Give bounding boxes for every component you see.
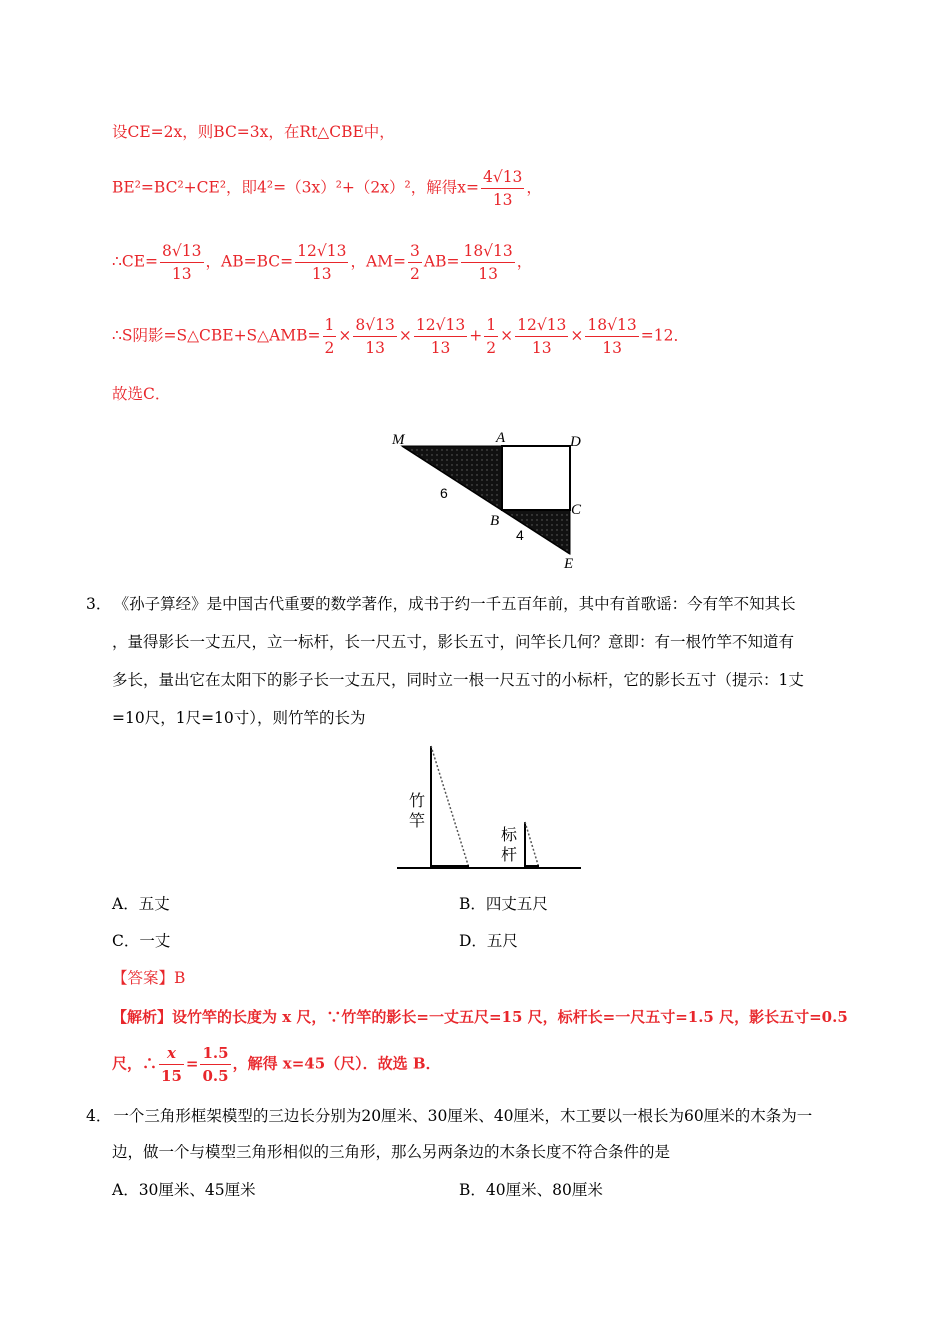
- label-A: A: [496, 430, 506, 446]
- analysis-label: 【解析】: [112, 1008, 173, 1026]
- q3-answer: 【答案】B: [112, 969, 186, 987]
- square-abcd: [502, 446, 570, 510]
- label-stick-1: 标: [501, 825, 518, 844]
- shadow-figure-bamboo-pole: [395, 740, 585, 875]
- q4-number: 4．: [86, 1107, 112, 1125]
- q3-option-d[interactable]: D．五尺: [459, 932, 518, 950]
- geometry-figure-square-triangles: [390, 428, 600, 573]
- fraction-ce: $\frac{8√13}{13}$: [162, 242, 202, 283]
- fraction-half-1: $\frac{1}{2}$: [324, 316, 335, 357]
- q3-analysis-line-1: 【解析】设竹竿的长度为 x 尺，∵竹竿的影长=一丈五尺=15 尺，标杆长=一尺五寸=1.5 尺，影长五寸=0.5: [112, 1008, 848, 1026]
- fraction-x-over-15: $\frac{x}{15}$: [161, 1044, 182, 1085]
- label-C: C: [571, 502, 582, 518]
- q3-number: 3．: [86, 595, 112, 613]
- solution-line-2-text: BE²=BC²+CE²，即4²=（3x）²+（2x）²，解得x=: [112, 178, 479, 197]
- solution-line-1: 设CE=2x，则BC=3x，在Rt△CBE中，: [112, 123, 395, 141]
- length-be: 4: [516, 527, 524, 543]
- fraction-am: $\frac{18√13}{13}$: [463, 242, 513, 283]
- label-D: D: [570, 434, 581, 450]
- q3-analysis-line-2: 尺，∴ $\frac{x}{15}$ = $\frac{1.5}{0.5}$ ，解得 x=45（尺）．故选 B．: [112, 1044, 441, 1085]
- fraction-bc-2: $\frac{12√13}{13}$: [415, 316, 466, 357]
- solution-line-4: ∴S阴影=S△CBE+S△AMB= $\frac{1}{2}$ × $\frac{8√13}{13}$ × $\frac{12√13}{13}$ + $\frac{1}{2}$ × $\frac{12√13}{13}$ × $\frac{18√13}{13}$ =12．: [112, 316, 689, 357]
- fraction-three-halves: $\frac{3}{2}$: [410, 242, 420, 283]
- bamboo-shadow-ray: [431, 746, 469, 868]
- q4-line-2: 边，做一个与模型三角形相似的三角形，那么另两条边的木条长度不符合条件的是: [112, 1143, 671, 1161]
- q3-option-a[interactable]: A．五丈: [112, 895, 170, 913]
- q4-option-b[interactable]: B．40厘米、80厘米: [459, 1181, 603, 1199]
- label-bamboo-1: 竹: [409, 791, 426, 810]
- label-stick-2: 杆: [501, 845, 518, 864]
- solution-choice: 故选C．: [112, 385, 171, 403]
- fraction-15-over-05: $\frac{1.5}{0.5}$: [202, 1044, 229, 1085]
- length-mb: 6: [440, 485, 448, 501]
- label-B: B: [490, 513, 500, 529]
- stick-shadow-ray: [525, 822, 539, 868]
- solution-line-2: BE²=BC²+CE²，即4²=（3x）²+（2x）²，解得x= $\frac{4√13}{13}$ ，: [112, 168, 542, 209]
- q4-option-a[interactable]: A．30厘米、45厘米: [112, 1181, 256, 1199]
- fraction-ce-2: $\frac{8√13}{13}$: [355, 316, 395, 357]
- q3-option-b[interactable]: B．四丈五尺: [459, 895, 548, 913]
- q4-line-1: 4． 一个三角形框架模型的三边长分别为20厘米、30厘米、40厘米，木工要以一根长为60厘米的木条为一: [86, 1107, 813, 1125]
- q3-line-1: 3． 《孙子算经》是中国古代重要的数学著作，成书于约一千五百年前，其中有首歌谣：今有竿不知其长: [86, 595, 796, 613]
- q3-line-3: 多长，量出它在太阳下的影子长一丈五尺，同时立一根一尺五寸的小标杆，它的影长五寸（提示：1丈: [112, 671, 804, 689]
- fraction-x-value: $\frac{4√13}{13}$: [482, 168, 523, 209]
- label-E: E: [564, 556, 574, 572]
- fraction-ab-2: $\frac{12√13}{13}$: [517, 316, 567, 357]
- label-M: M: [392, 432, 405, 448]
- solution-line-3: ∴CE= $\frac{8√13}{13}$ ，AB=BC= $\frac{12√13}{13}$ ，AM= $\frac{3}{2}$ AB= $\frac{18√13}{13}$ ，: [112, 242, 533, 283]
- q3-line-4: =10尺，1尺=10寸），则竹竿的长为: [112, 709, 366, 727]
- label-bamboo-2: 竿: [409, 811, 426, 830]
- q3-line-2: ，量得影长一丈五尺，立一标杆，长一尺五寸，影长五寸，问竿长几何？意即：有一根竹竿不知道有: [112, 633, 795, 651]
- fraction-half-2: $\frac{1}{2}$: [486, 316, 497, 357]
- q3-option-c[interactable]: C．一丈: [112, 932, 171, 950]
- fraction-am-2: $\frac{18√13}{13}$: [587, 316, 637, 357]
- fraction-ab: $\frac{12√13}{13}$: [297, 242, 347, 283]
